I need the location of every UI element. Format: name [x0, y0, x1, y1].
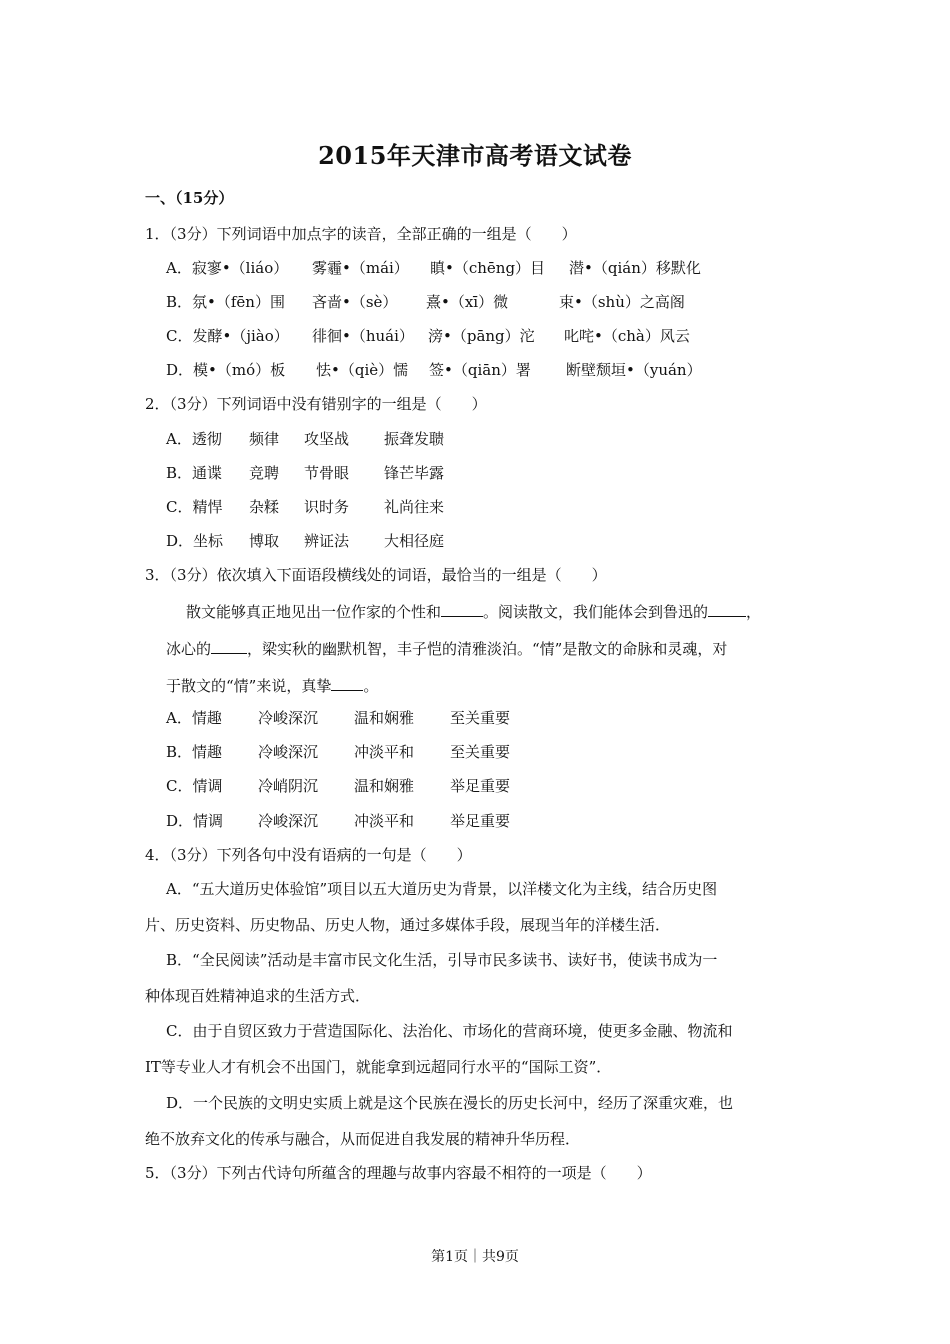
option-word: 滂•（pāng）沱 [428, 327, 535, 345]
option-word: D．坐标 [166, 532, 224, 550]
option-word: 礼尚往来 [384, 498, 445, 516]
passage-text: 。 [363, 677, 379, 695]
question-3-passage-line-3 [166, 674, 378, 696]
question-1-option-d [166, 360, 886, 380]
option-word: 潜•（qián）移默化 [569, 259, 701, 277]
option-word: B．情趣 [166, 743, 223, 761]
question-2-option-b [166, 463, 566, 483]
question-3-passage-line-1 [186, 600, 761, 622]
option-word: 冲淡平和 [354, 743, 415, 761]
passage-text: ， [746, 603, 762, 621]
option-word: 叱咤•（chà）风云 [564, 327, 690, 345]
question-3-option-d [166, 811, 586, 831]
option-word: 杂糅 [249, 498, 280, 516]
section-header: 一、（15分） [145, 189, 234, 207]
question-4-option-a: A．“五大道历史体验馆”项目以五大道历史为背景，以洋楼文化为主线，结合历史图 [166, 880, 718, 898]
question-4-option-c: C．由于自贸区致力于营造国际化、法治化、市场化的营商环境，使更多金融、物流和 [166, 1022, 733, 1040]
option-word: 怯•（qiè）懦 [316, 361, 409, 379]
passage-text: 。阅读散文，我们能体会到鲁迅的 [483, 603, 709, 621]
option-word: 熹•（xī）微 [426, 293, 509, 311]
option-word: C．精悍 [166, 498, 223, 516]
question-4-option-b: B．“全民阅读”活动是丰富市民文化生活，引导市民多读书、读好书，使读书成为一 [166, 951, 718, 969]
option-word: 博取 [249, 532, 280, 550]
question-1-option-a [166, 258, 866, 278]
option-word: 束•（shù）之高阁 [559, 293, 685, 311]
question-4-option-d-cont: 绝不放弃文化的传承与融合，从而促进自我发展的精神升华历程． [145, 1130, 581, 1148]
option-word: 断壁颓垣•（yuán） [566, 361, 702, 379]
question-2-stem: 2．（3分）下列词语中没有错别字的一组是（ ） [145, 395, 487, 413]
option-word: 瞋•（chēng）目 [430, 259, 546, 277]
question-2-option-c [166, 497, 566, 517]
question-4-stem: 4．（3分）下列各句中没有语病的一句是（ ） [145, 846, 472, 864]
question-3-stem: 3．（3分）依次填入下面语段横线处的词语，最恰当的一组是（ ） [145, 566, 607, 584]
question-4-option-b-cont: 种体现百姓精神追求的生活方式． [145, 987, 371, 1005]
option-word: B．通谍 [166, 464, 223, 482]
option-word: 振聋发聩 [384, 430, 445, 448]
option-word: 徘徊•（huái） [312, 327, 414, 345]
question-3-passage-line-2 [166, 637, 727, 659]
option-word: C．情调 [166, 777, 223, 795]
question-3-option-a [166, 708, 586, 728]
option-word: 冷峻深沉 [258, 709, 319, 727]
passage-text: 冰心的 [166, 640, 212, 658]
option-word: 识时务 [304, 498, 350, 516]
option-word: 大相径庭 [384, 532, 445, 550]
option-word: A．寂寥•（liáo） [166, 259, 289, 277]
question-4-option-c-cont: IT等专业人才有机会不出国门，就能拿到远超同行水平的“国际工资”． [145, 1058, 612, 1076]
question-1-stem: 1．（3分）下列词语中加点字的读音，全部正确的一组是（ ） [145, 225, 577, 243]
option-word: 辨证法 [304, 532, 350, 550]
option-word: D．情调 [166, 812, 224, 830]
option-word: B．氛•（fēn）围 [166, 293, 285, 311]
option-word: 冷峭阴沉 [258, 777, 319, 795]
passage-text: 散文能够真正地见出一位作家的个性和 [186, 603, 442, 621]
fill-blank [211, 637, 247, 654]
option-word: 举足重要 [450, 777, 511, 795]
option-word: 雾霾•（mái） [312, 259, 409, 277]
question-4-option-d: D．一个民族的文明史实质上就是这个民族在漫长的历史长河中，经历了深重灾难，也 [166, 1094, 734, 1112]
passage-text: 于散文的“情”来说，真挚 [166, 677, 332, 695]
fill-blank [708, 600, 746, 617]
option-word: 至关重要 [450, 709, 511, 727]
option-word: 锋芒毕露 [384, 464, 445, 482]
question-3-option-c [166, 776, 586, 796]
option-word: 签•（qiān）署 [429, 361, 531, 379]
option-word: 举足重要 [450, 812, 511, 830]
page-footer: 第1页｜共9页 [431, 1249, 519, 1265]
question-5-stem: 5．（3分）下列古代诗句所蕴含的理趣与故事内容最不相符的一项是（ ） [145, 1164, 652, 1182]
option-word: 频律 [249, 430, 280, 448]
passage-text: ，梁实秋的幽默机智，丰子恺的清雅淡泊。“情”是散文的命脉和灵魂，对 [247, 640, 728, 658]
question-2-option-d [166, 531, 566, 551]
option-word: 冲淡平和 [354, 812, 415, 830]
option-word: D．模•（mó）板 [166, 361, 286, 379]
fill-blank [331, 674, 363, 691]
fill-blank [441, 600, 483, 617]
question-3-option-b [166, 742, 586, 762]
option-word: 冷峻深沉 [258, 743, 319, 761]
option-word: 攻坚战 [304, 430, 350, 448]
option-word: 节骨眼 [304, 464, 350, 482]
option-word: 温和娴雅 [354, 709, 415, 727]
question-2-option-a [166, 429, 566, 449]
option-word: 竞聘 [249, 464, 280, 482]
option-word: C．发酵•（jiào） [166, 327, 289, 345]
option-word: 至关重要 [450, 743, 511, 761]
page-title: 2015年天津市高考语文试卷 [318, 141, 632, 170]
option-word: A．透彻 [166, 430, 222, 448]
option-word: 吝啬•（sè） [312, 293, 398, 311]
option-word: 温和娴雅 [354, 777, 415, 795]
option-word: 冷峻深沉 [258, 812, 319, 830]
question-1-option-b [166, 292, 866, 312]
option-word: A．情趣 [166, 709, 222, 727]
question-1-option-c [166, 326, 866, 346]
question-4-option-a-cont: 片、历史资料、历史物品、历史人物，通过多媒体手段，展现当年的洋楼生活． [145, 916, 671, 934]
